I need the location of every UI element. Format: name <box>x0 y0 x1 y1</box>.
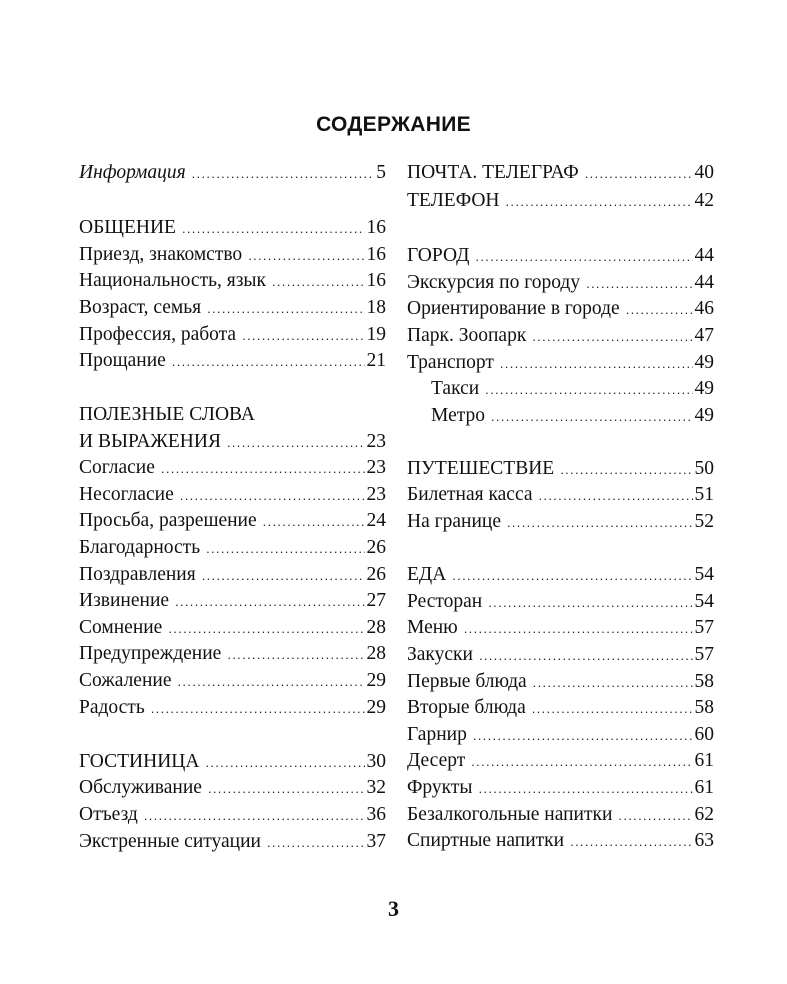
toc-entry-label: Несогласие <box>79 484 174 505</box>
toc-leader-dots <box>248 243 364 269</box>
toc-entry <box>79 668 386 694</box>
toc-entry-label: Сомнение <box>79 617 163 638</box>
toc-entry-page: 5 <box>376 162 386 183</box>
toc-leader-dots <box>586 271 692 297</box>
toc-entry <box>407 669 714 695</box>
toc-entry-label: Национальность, язык <box>79 270 266 291</box>
toc-entry <box>79 429 386 455</box>
toc-entry-label: ГОСТИНИЦА <box>79 751 200 772</box>
toc-entry <box>79 562 386 588</box>
toc-entry <box>407 802 714 828</box>
toc-entry-label: Транспорт <box>407 352 494 373</box>
toc-entry-page: 62 <box>694 804 714 825</box>
toc-entry-label: Приезд, знакомство <box>79 244 243 265</box>
toc-entry <box>79 268 386 294</box>
toc-entry <box>79 749 386 775</box>
toc-entry-label: Благодарность <box>79 537 201 558</box>
toc-entry <box>407 482 714 508</box>
toc-entry-label: Возраст, семья <box>79 297 202 318</box>
toc-entry-page: 40 <box>694 162 714 183</box>
toc-entry <box>407 775 714 801</box>
toc-entry-label: Билетная касса <box>407 484 533 505</box>
toc-entry-page: 54 <box>694 591 714 612</box>
toc-leader-dots <box>242 323 364 349</box>
toc-leader-dots <box>192 161 375 187</box>
toc-entry <box>407 350 714 376</box>
toc-entry-label: Вторые блюда <box>407 697 526 718</box>
toc-leader-dots <box>532 324 692 350</box>
toc-leader-dots <box>168 616 364 642</box>
toc-entry <box>407 589 714 615</box>
toc-entry-page: 42 <box>694 190 714 211</box>
toc-entry-page: 51 <box>694 484 714 505</box>
toc-leader-dots <box>539 483 693 509</box>
toc-leader-dots <box>172 349 365 375</box>
toc-leader-dots <box>507 510 693 536</box>
toc-entry <box>407 270 714 296</box>
toc-leader-dots <box>479 643 693 669</box>
toc-leader-dots <box>206 536 364 562</box>
toc-leader-dots <box>144 803 365 829</box>
toc-entry-label: ГОРОД <box>407 245 470 266</box>
toc-entry-label: ПУТЕШЕСТВИЕ <box>407 458 555 479</box>
toc-entry <box>407 828 714 854</box>
toc-entry-page: 58 <box>694 697 714 718</box>
toc-entry-page: 36 <box>366 804 386 825</box>
toc-entry-label: Просьба, разрешение <box>79 510 257 531</box>
toc-entry-page: 49 <box>694 378 714 399</box>
toc-entry-label: Радость <box>79 697 145 718</box>
toc-entry-label: Экскурсия по городу <box>407 272 581 293</box>
toc-entry-page: 23 <box>366 484 386 505</box>
toc-entry <box>407 509 714 535</box>
toc-entry-page: 26 <box>366 537 386 558</box>
toc-leader-dots <box>177 669 364 695</box>
toc-entry-label: Экстренные ситуации <box>79 831 261 852</box>
toc-entry <box>79 588 386 614</box>
toc-leader-dots <box>488 590 692 616</box>
toc-entry <box>79 615 386 641</box>
toc-leader-dots <box>227 430 365 456</box>
toc-entry-page: 61 <box>694 750 714 771</box>
toc-entry-page: 57 <box>694 644 714 665</box>
toc-leader-dots <box>202 563 365 589</box>
toc-entry <box>407 642 714 668</box>
toc-entry-label: Обслуживание <box>79 777 202 798</box>
toc-leader-dots <box>532 696 693 722</box>
toc-leader-dots <box>570 829 692 855</box>
toc-entry-label: Извинение <box>79 590 170 611</box>
toc-entry-label: Ресторан <box>407 591 483 612</box>
toc-leader-dots <box>180 483 365 509</box>
toc-leader-dots <box>263 509 365 535</box>
toc-leader-dots <box>491 404 693 430</box>
toc-entry-page: 37 <box>366 831 386 852</box>
toc-entry-page: 63 <box>694 830 714 851</box>
toc-entry-page: 29 <box>366 697 386 718</box>
toc-leader-dots <box>500 351 693 377</box>
toc-entry-page: 18 <box>366 297 386 318</box>
toc-entry-page: 19 <box>366 324 386 345</box>
toc-entry-page: 61 <box>694 777 714 798</box>
toc-entry-page: 28 <box>366 617 386 638</box>
toc-entry-page: 27 <box>366 590 386 611</box>
toc-entry <box>79 402 386 428</box>
toc-leader-dots <box>473 723 693 749</box>
toc-entry-label: Такси <box>431 378 480 399</box>
toc-entry-page: 16 <box>366 270 386 291</box>
toc-entry-page: 29 <box>366 670 386 691</box>
toc-entry-label: Предупреждение <box>79 643 222 664</box>
toc-leader-dots <box>182 216 365 242</box>
toc-entry-label: На границе <box>407 511 501 532</box>
toc-entry <box>407 296 714 322</box>
toc-leader-dots <box>151 696 365 722</box>
toc-leader-dots <box>452 563 692 589</box>
toc-entry <box>79 295 386 321</box>
toc-entry-page: 16 <box>366 217 386 238</box>
toc-entry-label: Закуски <box>407 644 473 665</box>
toc-leader-dots <box>161 456 365 482</box>
toc-entry <box>407 323 714 349</box>
toc-entry-page: 58 <box>694 671 714 692</box>
toc-entry-page: 16 <box>366 244 386 265</box>
toc-leader-dots <box>533 670 693 696</box>
toc-entry <box>407 562 714 588</box>
toc-entry-label: Информация <box>79 162 186 183</box>
toc-leader-dots <box>506 189 693 215</box>
toc-leader-dots <box>626 297 693 323</box>
toc-leader-dots <box>464 616 693 642</box>
toc-entry-page: 47 <box>694 325 714 346</box>
toc-entry-label: ЕДА <box>407 564 447 585</box>
toc-entry <box>407 722 714 748</box>
toc-entry <box>407 456 714 482</box>
toc-entry-label: Меню <box>407 617 458 638</box>
toc-entry <box>407 615 714 641</box>
toc-entry-label: Парк. Зоопарк <box>407 325 527 346</box>
toc-leader-dots <box>560 457 692 483</box>
toc-entry-page: 49 <box>694 405 714 426</box>
toc-entry-label: Сожаление <box>79 670 172 691</box>
page-number: 3 <box>388 896 399 921</box>
toc-leader-dots <box>227 642 364 668</box>
toc-entry <box>407 376 714 402</box>
toc-entry <box>79 695 386 721</box>
toc-leader-dots <box>585 161 693 187</box>
toc-entry-label: Согласие <box>79 457 155 478</box>
toc-leader-dots <box>205 750 364 776</box>
toc-entry-label: Отъезд <box>79 804 138 825</box>
page-title: СОДЕРЖАНИЕ <box>316 113 471 136</box>
toc-entry-label: Фрукты <box>407 777 473 798</box>
toc-entry <box>407 160 714 186</box>
toc-entry-page: 26 <box>366 564 386 585</box>
toc-entry-page: 30 <box>366 751 386 772</box>
toc-entry <box>79 829 386 855</box>
toc-entry-label: Гарнир <box>407 724 467 745</box>
toc-entry-page: 52 <box>694 511 714 532</box>
toc-entry <box>79 775 386 801</box>
toc-entry-label: Десерт <box>407 750 466 771</box>
toc-entry-page: 49 <box>694 352 714 373</box>
toc-entry <box>79 215 386 241</box>
toc-leader-dots <box>485 377 692 403</box>
toc-entry <box>79 508 386 534</box>
toc-leader-dots <box>208 776 365 802</box>
toc-leader-dots <box>175 589 364 615</box>
toc-entry-page: 57 <box>694 617 714 638</box>
toc-entry <box>407 243 714 269</box>
toc-entry-label: Прощание <box>79 350 166 371</box>
toc-entry <box>79 242 386 268</box>
toc-entry-label: ОБЩЕНИЕ <box>79 217 176 238</box>
toc-leader-dots <box>618 803 692 829</box>
toc-entry-page: 44 <box>694 245 714 266</box>
toc-leader-dots <box>267 830 365 856</box>
toc-leader-dots <box>471 749 692 775</box>
toc-entry-page: 44 <box>694 272 714 293</box>
toc-entry-label: Профессия, работа <box>79 324 237 345</box>
toc-entry-page: 23 <box>366 457 386 478</box>
toc-entry-label: ТЕЛЕФОН <box>407 190 500 211</box>
toc-entry <box>79 641 386 667</box>
toc-entry-page: 23 <box>366 431 386 452</box>
toc-entry <box>407 748 714 774</box>
toc-leader-dots <box>475 244 692 270</box>
toc-entry <box>79 348 386 374</box>
toc-entry-label: И ВЫРАЖЕНИЯ <box>79 431 221 452</box>
toc-entry-page: 24 <box>366 510 386 531</box>
toc-entry <box>407 403 714 429</box>
toc-entry-page: 46 <box>694 298 714 319</box>
toc-entry <box>79 160 386 186</box>
toc-entry-label: Безалкогольные напитки <box>407 804 613 825</box>
toc-entry <box>79 535 386 561</box>
toc-entry-label: ПОЛЕЗНЫЕ СЛОВА <box>79 404 255 425</box>
toc-entry-label: Метро <box>431 405 485 426</box>
toc-leader-dots <box>207 296 364 322</box>
toc-entry-label: ПОЧТА. ТЕЛЕГРАФ <box>407 162 579 183</box>
toc-entry-page: 54 <box>694 564 714 585</box>
toc-leader-dots <box>479 776 693 802</box>
toc-entry-label: Ориентирование в городе <box>407 298 620 319</box>
toc-entry-label: Спиртные напитки <box>407 830 565 851</box>
toc-entry <box>79 455 386 481</box>
toc-entry-page: 32 <box>366 777 386 798</box>
toc-entry <box>79 802 386 828</box>
toc-entry-label: Первые блюда <box>407 671 527 692</box>
toc-leader-dots <box>272 269 365 295</box>
toc-entry-page: 28 <box>366 643 386 664</box>
toc-entry-label: Поздравления <box>79 564 196 585</box>
toc-entry <box>407 695 714 721</box>
toc-entry <box>407 188 714 214</box>
toc-entry-page: 21 <box>366 350 386 371</box>
toc-entry-page: 50 <box>694 458 714 479</box>
toc-entry-page: 60 <box>694 724 714 745</box>
toc-entry <box>79 322 386 348</box>
toc-entry <box>79 482 386 508</box>
